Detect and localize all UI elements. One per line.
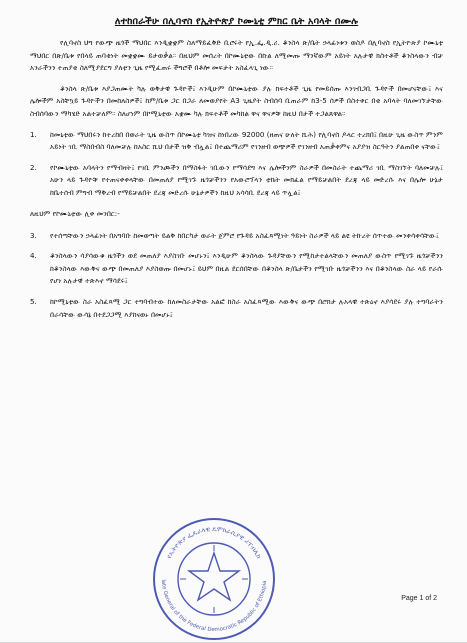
list-item [30,296,443,321]
list-item [30,162,443,200]
list-item-text: ከኮሚኒቲው ስራ አስፈጻሚ ጋር ተግባብተው ከለመስራታቸው አልፎ ከስራ አስፈጻሚው እውቅና ውጭ በሮክታ ሉአላዊ ተጽዕኖ እያሳደሩ ያሉ ተግባራትን በራሳቸው ውሳኔ በተደጋጋሚ እያከናወኑ በመሆኑ፤ [50,296,443,319]
list-item-number: 4. [30,251,37,261]
paragraph-1: የሊባኖስ ህግ የውጭ ዜጎች ማህበር እንዲቋቋም ስለማይፈቅድ ቢሮሩት የኢ.ፌ.ዲ.ሪ. ቆንስላ ጽ/ቤት ኃላፊነቱን ወስዶ በሊባኖስ የኢትዮጵያ ኮሙኒቲ ማህበር በጽ/ቤቱ የበላይ ጠባቂነት መቋቋሙ ይታወቃል። በዚህም መሰረት በኮሙኒቲው በኩል ለሚመጡ ማንኛውም አይነት አሉታዊ ክስተቶች ቆንስላውን ብቻ አንራችንን ተጠያቂ ስለሚያደርግ ያለቲን ጊዜ የሚፈጠሩ ችግሮች በቶሎ መፍታት አስፈላጊ ነው። [30,38,443,73]
paragraph-2: ቆንስላ ጽ/ቤቱ እያጋጠሙት ካሉ ወቅታዊ ጉዳዮች፤ እንዲሁም በኮሙኒቲው ያሉ ክፍተቶች ጊዜ የመይሰጡ እንገብጋቢ ጉዳዮች በመሆናቸው፤ እና ሌሎችም አስቸኳይ ጉዳዮችን በመከለስዎች፤ ከም/ቤቱ ጋር በጋራ ለመወያየት A3 ጊዜያት ስብሰባ ቢጠራም ከ3-5 ሰዎች በስተቀር በቂ አባላት ባለመገኘታቸው ስብሰባውን ማካሄድ አልተቻለም። ስለሆነም በኮሚኒቲው አቋሙ ካሉ ክፍተቶች መካከል ዋና ዋናዎቹ ከዚህ በታች ተጋልጸዋል። [30,83,443,118]
list-item-text: የተሰጣቸውን ኃላፊነት በአግባቡ ከመወጣት ይልቅ ከበርካታ ወራት ጀምሮ የጉዳይ አስፈጻሚነት ዓይነት ስራዎች ላይ ልዩ ትኩረት ሰጥተው መንቀሳቀሳቸው፤ [50,230,439,240]
svg-text:የኢትዮጵያ ፌዴራላዊ ዴሞክራሲያዊ ሪፐብሊክ: የኢትዮጵያ ፌዴራላዊ ዴሞክራሲያዊ ሪፐብሊክ [165,524,263,560]
consulate-seal-icon [150,515,278,643]
list-item-text: ቆንስላውን ሳያሳውቁ ዜጎችን ወደ መጠለያ እያስገቡ መሆኑን፤ እንዲሁም ቆንስላው ጉዳያቸውን የሚከታተልላቸውን መጠለያ ውስጥ የሚገኙ ዜጎቻችንን ከቆንስላው እውቅና ውጭ በመጠለያ እያስወጡ በመሆኑ፤ ይህም በዚል ደርሰበቸው በቆንስላ ጽ/ቤታችን የሚገቡ ዜጎቻችንን እና በቆንስላው ስራ ላይ የራሱ የሆነ አሉታዊ ተጽእኖ ማሳደሩ፤ [50,251,443,286]
list-item-number: 3. [30,230,37,240]
letter-title: ለተከበራችሁ በሊባኖስ የኢትዮጵያ ኮሙኒቲ ምክር ቤት አባላት በሙሉ [114,16,359,27]
list-item-number: 1. [30,129,37,139]
lead-in-text: ለዚህም የኮሙኒቲው ሊቀ መንበር:- [30,208,120,218]
list-item [30,230,443,243]
list-item [30,129,443,154]
list-item-number: 2. [30,162,37,172]
list-item [30,250,443,288]
issue-list-a [30,129,443,200]
issue-list-b [30,230,443,322]
list-item-number: 5. [30,296,37,306]
page-number: Page 1 of 2 [401,595,437,602]
svg-text:Consulate General of the Feder: late General of the Federal Democratic Republic of Ethiopia [159,579,268,634]
list-item-text: ከመኒቲው ማህበሩን ከተረከበ በወራት ጊዜ ውስጥ በኮሙኒቲ ካዝና ከነበረው 92000 (ዘጠና ሁለት ሺሕ) የሊባኖስ ዶላር ተረክበ፤ በዚሁ ጊዜ ውስጥ ምንም አይነት ገቢ ማስበብስ ባለመቻሉ ከአስር ሺህ በታች ዝቅ ብሏል፤ በተጨማሪም የገንዘብ ወጭዎች የገንዘብ አጠቃቀምና አያያዝ ስርዓትን ያልጠበቀ ናቸው፤ [50,129,443,152]
list-item-text: የኮሙኒቲው አባላትን የማብዛት፤ የገቢ ምንጮችን በማስፋት ገቢውን የማሳደግ እና ሌሎችንም ስራዎች በመስራት ተጨማሪ ገቢ ማስገኘት ባለመቻሉ፤ አሁን ላይ ጉዳዮቹ የተጠናቀቀላቸው በመጠለያ የሚገኙ ዜጎቻችንን የአውሮፕላን ቲኬት መክፈል የማይቻልበት ደረጃ ላይ መድረሱ እና በሌሎ ሁኔታ ከቤተሰብ ምግብ ማቅረብ የማይቻልበት ደረጃ መድረሱ ሁኔታዎችን ከዚህ አሳሳቢ ደረጃ ላይ ጥሏል፤ [50,162,443,197]
